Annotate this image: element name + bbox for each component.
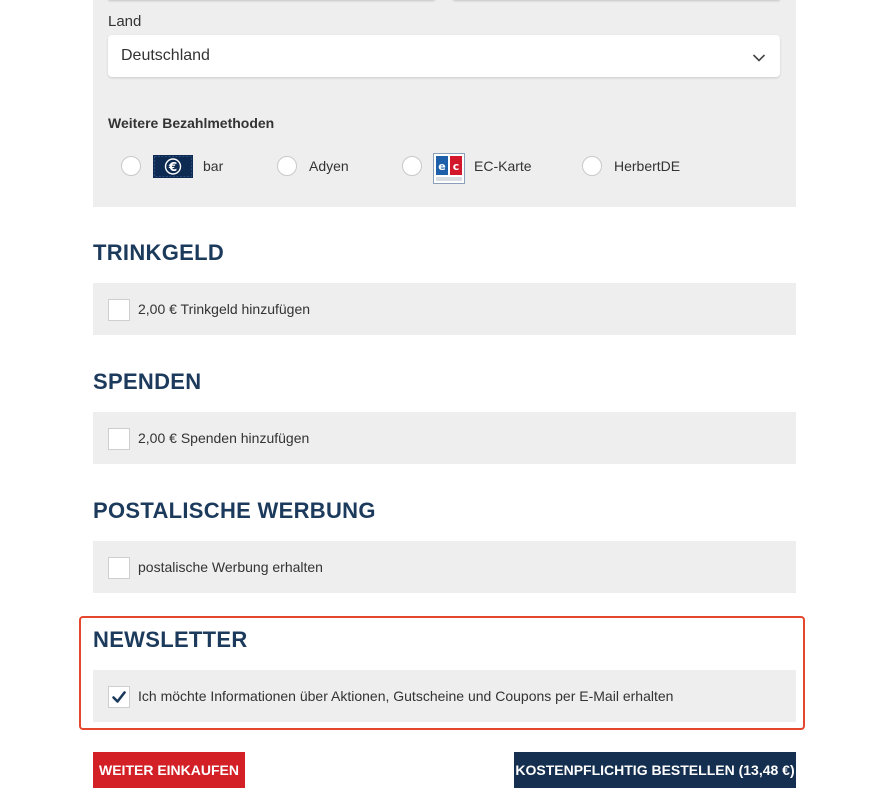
payment-label-bar: bar <box>203 158 224 174</box>
tip-section-title: TRINKGELD <box>93 240 225 265</box>
svg-text:€: € <box>168 160 178 174</box>
postal-ads-option-label: postalische Werbung erhalten <box>138 559 323 575</box>
payment-methods-heading: Weitere Bezahlmethoden <box>108 115 275 131</box>
donation-option-row[interactable] <box>93 412 796 464</box>
payment-radio-ec-karte[interactable] <box>402 156 422 176</box>
donation-checkbox[interactable] <box>108 428 130 450</box>
euro-cash-icon <box>153 155 193 178</box>
newsletter-checkbox[interactable] <box>108 686 130 708</box>
postal-ads-option-row[interactable] <box>93 541 796 593</box>
postal-ads-checkbox[interactable] <box>108 557 130 579</box>
payment-radio-adyen[interactable] <box>277 156 297 176</box>
svg-text:c: c <box>452 160 460 173</box>
payment-panel <box>93 0 796 207</box>
payment-label-herbertde: HerbertDE <box>614 158 681 174</box>
svg-text:e: e <box>438 160 446 173</box>
newsletter-option-label: Ich möchte Informationen über Aktionen, Gutscheine und Coupons per E-Mail erhalten <box>138 688 674 704</box>
payment-label-ec-karte: EC-Karte <box>474 158 532 174</box>
postal-ads-section-title: POSTALISCHE WERBUNG <box>93 498 376 523</box>
tip-checkbox[interactable] <box>108 299 130 321</box>
continue-shopping-button[interactable]: WEITER EINKAUFEN <box>93 752 245 788</box>
country-select-value: Deutschland <box>121 47 210 64</box>
newsletter-option-row[interactable] <box>93 670 796 722</box>
country-label: Land <box>108 13 142 30</box>
donation-section-title: SPENDEN <box>93 369 202 394</box>
place-order-button[interactable]: KOSTENPFLICHTIG BESTELLEN (13,48 €) <box>514 752 796 788</box>
tip-option-row[interactable] <box>93 283 796 335</box>
chevron-down-icon <box>752 50 766 68</box>
country-select[interactable] <box>108 35 780 77</box>
payment-radio-bar[interactable] <box>121 156 141 176</box>
newsletter-section-title: NEWSLETTER <box>93 627 248 652</box>
checkmark-icon <box>109 687 129 707</box>
payment-radio-herbertde[interactable] <box>582 156 602 176</box>
donation-option-label: 2,00 € Spenden hinzufügen <box>138 430 310 446</box>
ec-card-icon <box>433 153 465 184</box>
payment-label-adyen: Adyen <box>309 158 349 174</box>
tip-option-label: 2,00 € Trinkgeld hinzufügen <box>138 301 311 317</box>
